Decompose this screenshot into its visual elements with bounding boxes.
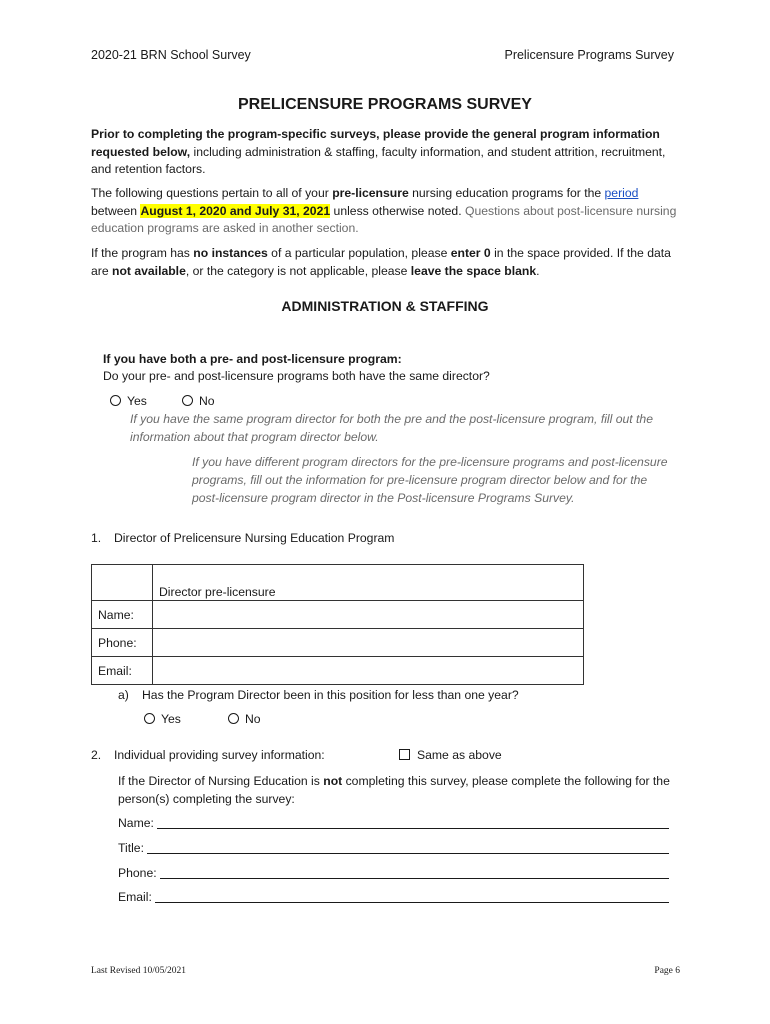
date-range-highlight: August 1, 2020 and July 31, 2021 bbox=[140, 203, 331, 218]
q1-number: 1. bbox=[91, 531, 102, 545]
instructions-paragraph bbox=[91, 245, 681, 280]
director-name-field[interactable] bbox=[153, 601, 584, 629]
q2-text: completing this survey, please complete the following for the person(s) completing the survey: bbox=[118, 774, 670, 806]
respondent-title-line[interactable] bbox=[147, 841, 669, 854]
period-paragraph bbox=[91, 185, 681, 238]
same-director-note: If you have the same program director for both the pre and the post-licensure program, fill out the information about that program director below. bbox=[130, 412, 653, 444]
para2-text: nursing education programs for the bbox=[408, 186, 605, 200]
option-label: Yes bbox=[127, 394, 147, 408]
header-left: 2020-21 BRN School Survey bbox=[91, 48, 251, 62]
respondent-name-line[interactable] bbox=[157, 816, 669, 829]
q2-instructions bbox=[118, 772, 683, 808]
option-label: Yes bbox=[161, 712, 181, 726]
different-director-note: If you have different program directors for the pre-licensure programs and post-licensure programs, fill out the information for pre-licensure program director below and for the post-licensure program director in the Post-licensure Programs Survey. bbox=[192, 455, 668, 505]
section-title: ADMINISTRATION & STAFFING bbox=[281, 298, 489, 314]
respondent-phone-line[interactable] bbox=[160, 866, 669, 879]
post-licensure-note: Questions about post-licensure nursing education programs are asked in another section. bbox=[91, 203, 677, 235]
row-label: Email: bbox=[92, 657, 153, 685]
para3-text: in the space provided. If the data are bbox=[91, 246, 671, 278]
header-right: Prelicensure Programs Survey bbox=[504, 48, 674, 62]
q2-number: 2. bbox=[91, 748, 102, 762]
director-table bbox=[91, 564, 584, 685]
row-label: Phone: bbox=[92, 629, 153, 657]
field-label: Title: bbox=[118, 841, 144, 855]
radio-button-icon[interactable] bbox=[144, 713, 155, 724]
respondent-email-line[interactable] bbox=[155, 890, 669, 903]
radio-button-icon[interactable] bbox=[228, 713, 239, 724]
option-label: Same as above bbox=[417, 748, 502, 762]
table-row bbox=[92, 657, 584, 685]
respondent-name-row bbox=[118, 816, 669, 830]
para2-text: between bbox=[91, 203, 141, 218]
para3-text: of a particular population, please bbox=[267, 246, 451, 260]
page-title: PRELICENSURE PROGRAMS SURVEY bbox=[238, 96, 532, 113]
intro-rest: including administration & staffing, faculty information, and student attrition, recruitment, and retention factors. bbox=[91, 144, 666, 176]
field-label: Phone: bbox=[118, 866, 157, 880]
para2-bold: pre-licensure bbox=[332, 186, 409, 200]
q2-label: Individual providing survey information: bbox=[114, 748, 325, 762]
director-phone-field[interactable] bbox=[153, 629, 584, 657]
para3-bold: leave the space blank bbox=[410, 263, 537, 278]
row-label: Name: bbox=[92, 601, 153, 629]
table-header: Director pre-licensure bbox=[153, 565, 584, 601]
para3-bold: no instances bbox=[193, 246, 268, 260]
option-label: No bbox=[199, 394, 215, 408]
para2-text: unless otherwise noted. bbox=[330, 203, 465, 218]
table-row bbox=[92, 601, 584, 629]
respondent-title-row bbox=[118, 841, 669, 855]
q1a-label: Has the Program Director been in this position for less than one year? bbox=[142, 688, 519, 702]
q1a-yes-option[interactable] bbox=[144, 712, 181, 726]
footer-revised: Last Revised 10/05/2021 bbox=[91, 966, 186, 976]
director-email-field[interactable] bbox=[153, 657, 584, 685]
intro-paragraph bbox=[91, 126, 681, 179]
para3-bold: not available bbox=[112, 263, 186, 278]
both-programs-heading: If you have both a pre- and post-licensure program: bbox=[103, 352, 402, 366]
same-director-question: Do your pre- and post-licensure programs both have the same director? bbox=[103, 369, 490, 383]
respondent-email-row bbox=[118, 890, 669, 904]
respondent-phone-row bbox=[118, 866, 669, 880]
para3-text: If the program has bbox=[91, 246, 194, 260]
q2-bold: not bbox=[323, 774, 343, 788]
field-label: Name: bbox=[118, 816, 154, 830]
same-as-above-option[interactable] bbox=[399, 748, 502, 762]
para3-text: , or the category is not applicable, please bbox=[185, 263, 411, 278]
q1a-no-option[interactable] bbox=[228, 712, 261, 726]
checkbox-icon[interactable] bbox=[399, 749, 410, 760]
intro-bold: Prior to completing the program-specific surveys, please provide the general program information requested below, bbox=[91, 127, 660, 159]
field-label: Email: bbox=[118, 890, 152, 904]
page-number: Page 6 bbox=[654, 966, 680, 976]
q1-label: Director of Prelicensure Nursing Education Program bbox=[114, 531, 395, 545]
same-director-yes-option[interactable] bbox=[110, 394, 147, 408]
radio-button-icon[interactable] bbox=[110, 395, 121, 406]
para3-bold: enter 0 bbox=[450, 246, 491, 260]
q2-text: If the Director of Nursing Education is bbox=[118, 774, 324, 788]
para3-text: . bbox=[536, 263, 540, 278]
q1a-number: a) bbox=[118, 688, 129, 702]
radio-button-icon[interactable] bbox=[182, 395, 193, 406]
period-link[interactable]: period bbox=[604, 186, 639, 200]
table-corner-cell bbox=[92, 565, 153, 601]
same-director-no-option[interactable] bbox=[182, 394, 215, 408]
table-row bbox=[92, 629, 584, 657]
para2-text: The following questions pertain to all of your bbox=[91, 186, 333, 200]
option-label: No bbox=[245, 712, 261, 726]
